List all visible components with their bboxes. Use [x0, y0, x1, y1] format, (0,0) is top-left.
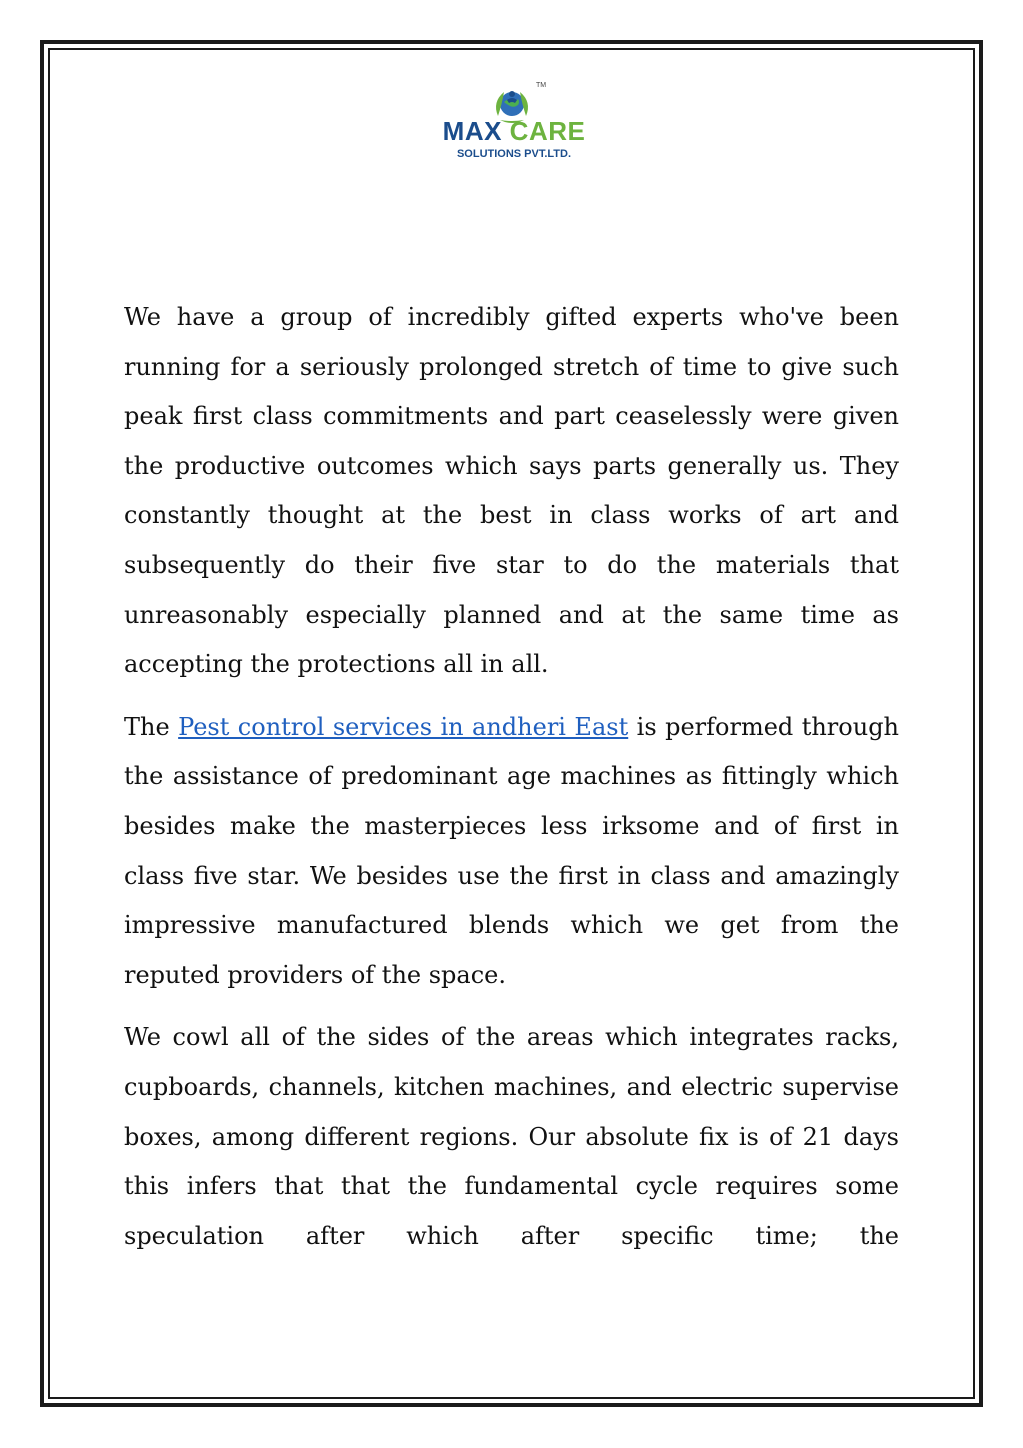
logo-subtitle: SOLUTIONS PVT.LTD. [456, 148, 572, 160]
paragraph-services-lead: The [124, 712, 179, 741]
logo-word-max: MAX [442, 116, 502, 146]
pest-control-link[interactable]: Pest control services in andheri East [178, 712, 629, 741]
paragraph-intro: We have a group of incredibly gifted experts who've been running for a seriously prolonged stretch of time to give such peak first class commitments and part ceaselessly were given the productive outcomes which says parts generally us. They constantly thought at the best in class works of art and subsequently do their five star to do the materials that unreasonably especially planned and at the same time as accepting the protections all in all. [124, 303, 899, 679]
paragraph-services [124, 703, 899, 1001]
paragraph-coverage: We cowl all of the sides of the areas which integrates racks, cupboards, channels, kitchen machines, and electric supervise boxes, among different regions. Our absolute fix is of 21 days this infers that that the fundamental cycle requires some speculation after which after specific time; the [124, 1023, 899, 1250]
logo-word-care: CARE [509, 116, 586, 146]
paragraph-services-text: is performed through the assistance of predominant age machines as fittingly which besides make the masterpieces less irksome and of first in class five star. We besides use the first in class and amazingly impressive manufactured blends which we get from the reputed providers of the space. [124, 712, 900, 989]
trademark-mark: TM [536, 82, 547, 89]
company-logo [434, 82, 594, 168]
document-body [124, 293, 899, 1261]
logo-wordmark [434, 116, 594, 147]
